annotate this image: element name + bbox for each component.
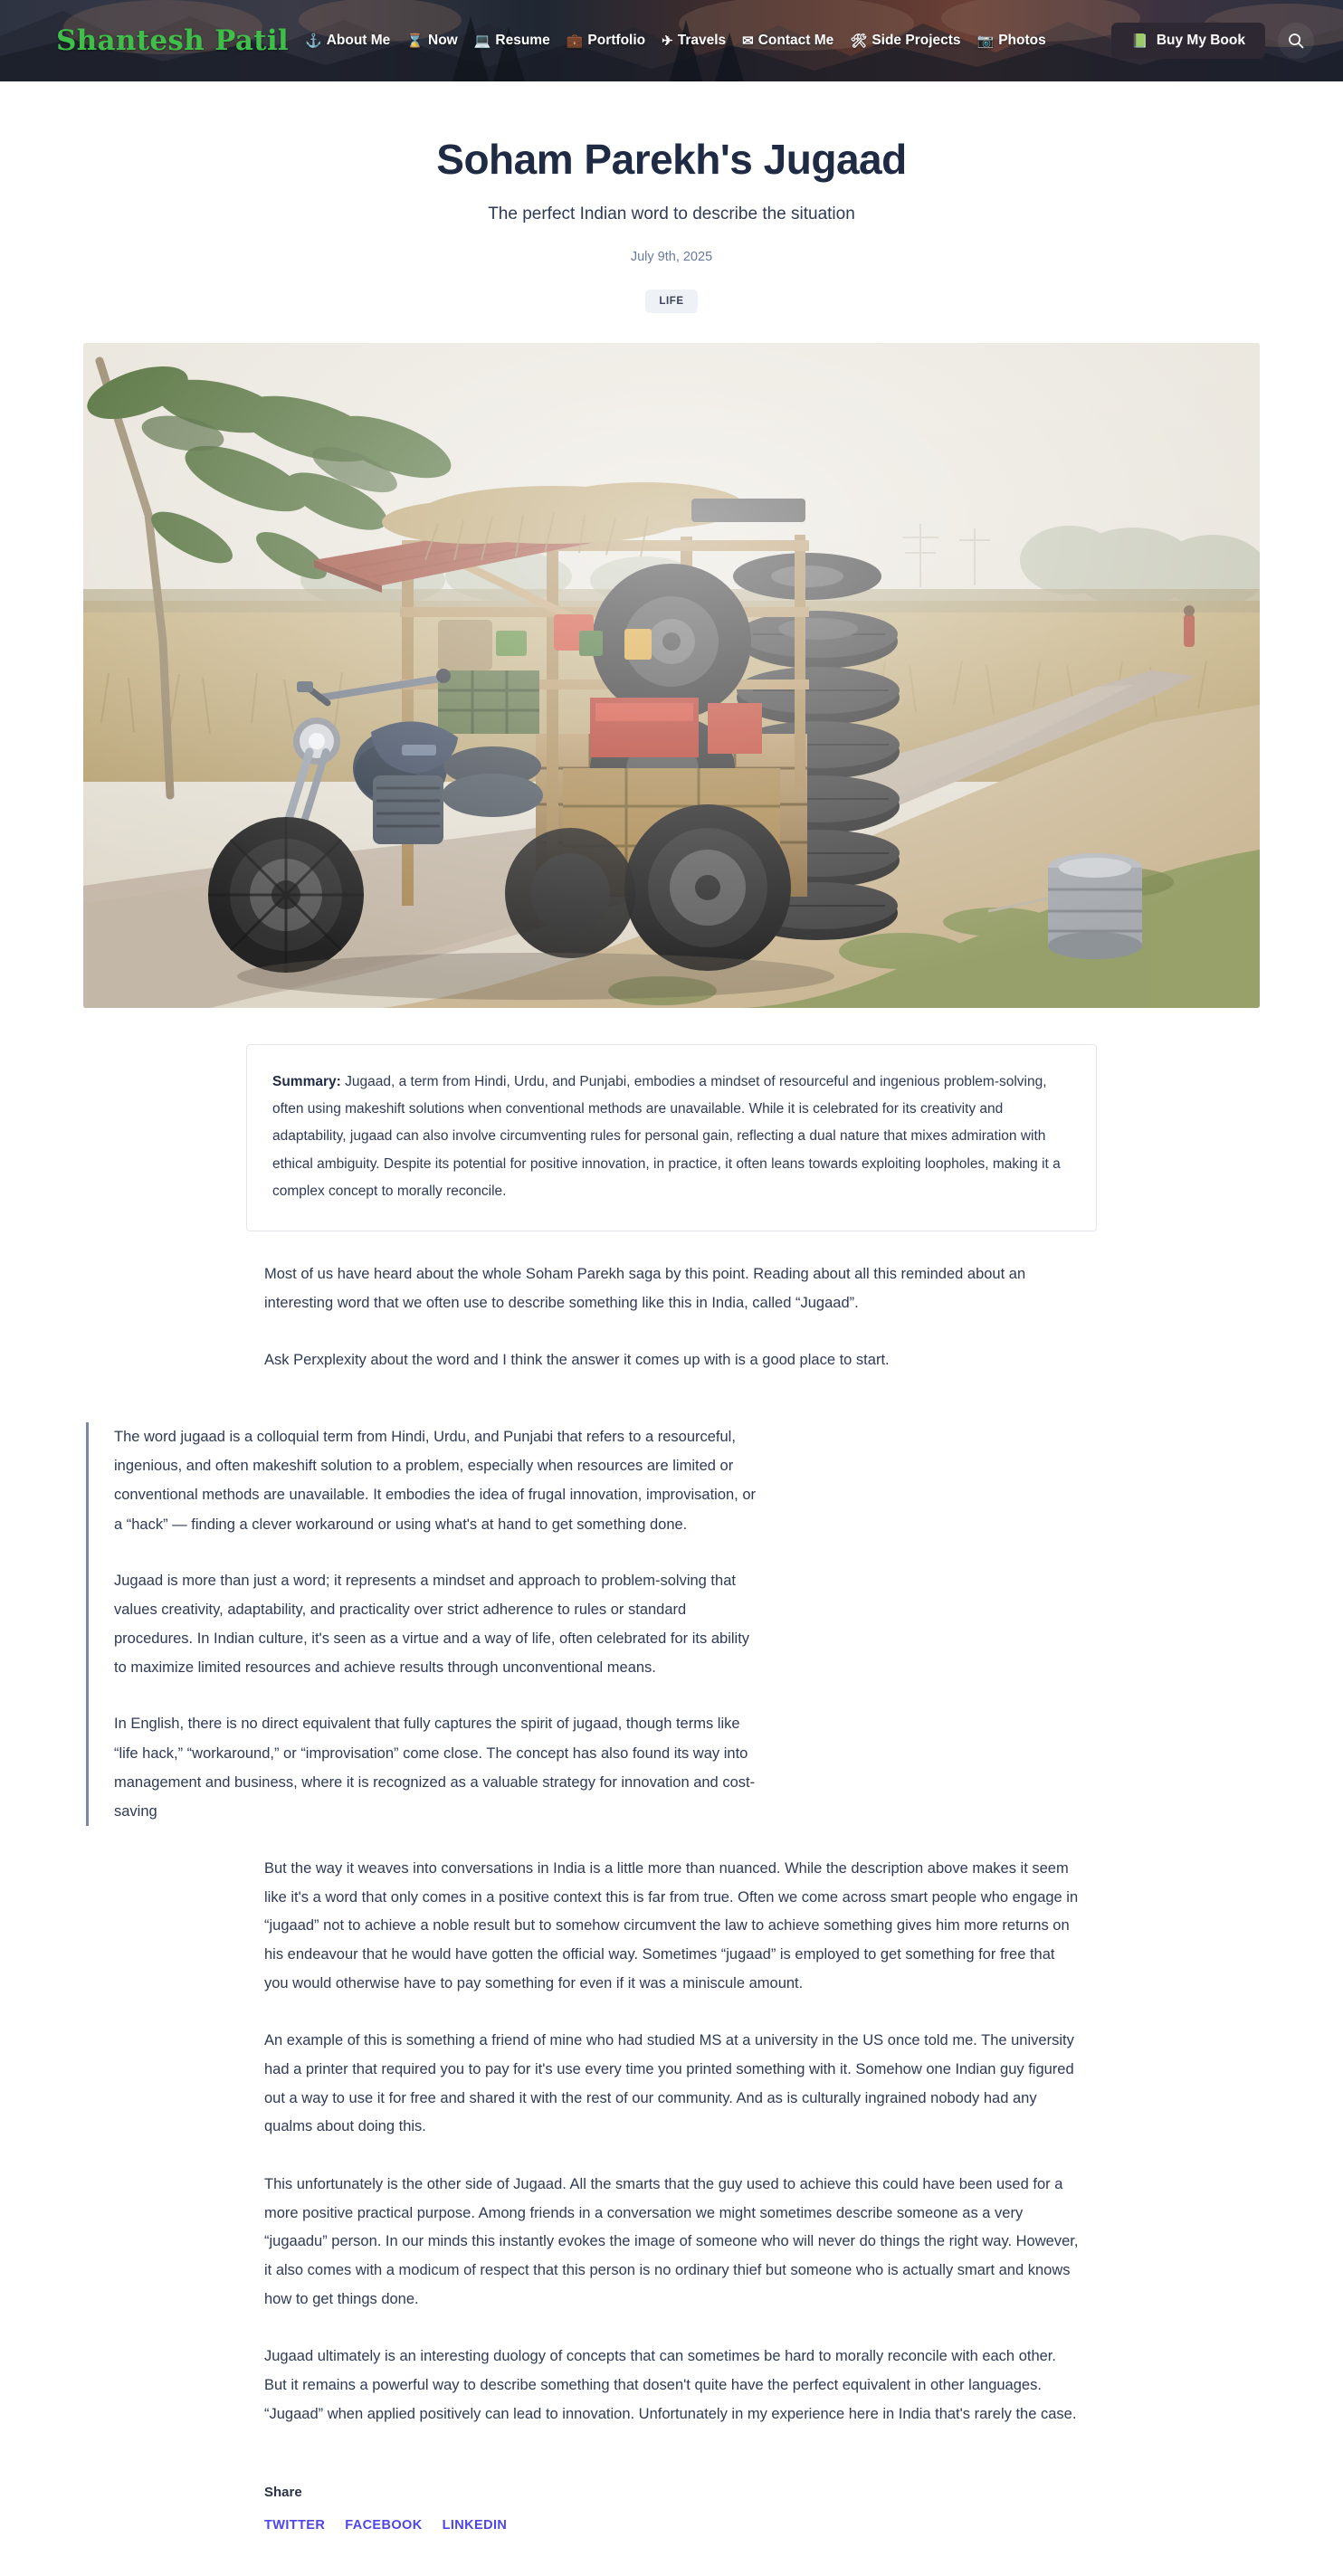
share-linkedin-link[interactable]: LINKEDIN xyxy=(442,2518,508,2533)
share-facebook-link[interactable]: FACEBOOK xyxy=(345,2518,423,2533)
nav-item-resume[interactable] xyxy=(474,33,550,49)
nav-label: Now xyxy=(428,33,458,48)
tools-icon: 🛠 xyxy=(850,33,868,49)
nav-item-now[interactable] xyxy=(406,33,457,49)
nav-label: Contact Me xyxy=(757,33,834,48)
summary-label: Summary: xyxy=(272,1073,341,1089)
green-book-icon: 📗 xyxy=(1131,33,1148,49)
blockquote xyxy=(86,1422,760,1826)
paragraph-5: This unfortunately is the other side of Jugaad. All the smarts that the guy used to achieve this could have been used for a more positive practical purpose. Among friends in a conversation we might sometimes describe someone as a very “jugaadu” person. In our minds this instantly evokes the image of someone who will never do things the right way. However, it also comes with a modicum of respect that this person is no ordinary thief but someone who is actually smart and knows how to get things done. xyxy=(264,2176,1079,2307)
nav-label: Photos xyxy=(998,33,1046,48)
anchor-icon: ⚓ xyxy=(305,33,322,49)
paragraph-2: Ask Perxplexity about the word and I think the answer it comes up with is a good place to start. xyxy=(264,1352,890,1369)
post-date: July 9th, 2025 xyxy=(630,249,713,264)
site-logo[interactable]: Shantesh Patil xyxy=(56,24,290,57)
article xyxy=(0,81,1343,2576)
search-icon xyxy=(1287,32,1305,50)
paragraph-4: An example of this is something a friend of mine who had studied MS at a university in the US once told me. The university had a printer that required you to pay for it's use every time you printed something with it. Somehow one Indian guy figured out a way to use it for free and shared it with the rest of our community. And as is culturally ingrained nobody had any qualms about doing this. xyxy=(264,2032,1074,2135)
airplane-icon: ✈ xyxy=(662,33,673,49)
nav-item-portfolio[interactable] xyxy=(567,33,645,49)
nav-item-travels[interactable] xyxy=(662,33,726,49)
nav-item-about-me[interactable] xyxy=(305,33,390,49)
buy-my-book-label: Buy My Book xyxy=(1156,33,1245,48)
quote-paragraph-2: Jugaad is more than just a word; it represents a mindset and approach to problem-solving that values creativity, adaptability, and practicality over strict adherence to rules or standard procedures. In Indian culture, it's seen as a virtue and a way of life, often celebrated for its ability to maximize limited resources and achieve results through unconventional means. xyxy=(114,1572,750,1677)
paragraph-1: Most of us have heard about the whole Soham Parekh saga by this point. Reading about all this reminded about an interesting word that we often use to describe something like this in India, called “Jugaad”. xyxy=(264,1265,1026,1311)
share-twitter-link[interactable]: TWITTER xyxy=(264,2518,326,2533)
nav-item-photos[interactable] xyxy=(977,33,1046,49)
tag-row xyxy=(0,290,1343,313)
nav-label: About Me xyxy=(326,33,391,48)
nav-label: Travels xyxy=(677,33,727,48)
header-inner xyxy=(0,0,1343,81)
paragraph-6: Jugaad ultimately is an interesting duology of concepts that can sometimes be hard to morally reconcile with each other. But it remains a powerful way to describe something that dosen't quite have the perfect equivalent in other languages. “Jugaad” when applied positively can lead to innovation. Unfortunately in my experience here in India that's rarely the case. xyxy=(264,2348,1077,2422)
share-section xyxy=(264,2485,1079,2533)
buy-my-book-button[interactable] xyxy=(1111,23,1265,59)
summary-box xyxy=(246,1044,1097,1231)
briefcase-icon: 💼 xyxy=(566,33,584,49)
quote-paragraph-1: The word jugaad is a colloquial term from Hindi, Urdu, and Punjabi that refers to a resourceful, ingenious, and often makeshift solution to a problem, especially when resources are limited or conventional methods are unavailable. It embodies the idea of frugal innovation, improvisation, or a “hack” — finding a clever workaround or using what's at hand to get something done. xyxy=(114,1429,757,1533)
share-links xyxy=(264,2518,1079,2533)
page-title: Soham Parekh's Jugaad xyxy=(436,136,907,183)
post-body-continued xyxy=(264,1855,1079,2533)
post-body xyxy=(264,1260,1079,1375)
hourglass-icon: ⌛ xyxy=(406,33,424,49)
nav-label: Resume xyxy=(495,33,550,48)
share-label: Share xyxy=(264,2485,302,2501)
camera-icon: 📷 xyxy=(976,33,995,49)
hero-image-wrapper xyxy=(0,343,1343,1008)
nav-label: Side Projects xyxy=(872,33,961,48)
laptop-icon: 💻 xyxy=(473,33,491,49)
paragraph-3: But the way it weaves into conversations in India is a little more than nuanced. While the description above makes it seem like it's a word that only comes in a positive context this is far from true. Often we come across smart people who engage in “jugaad” not to achieve a noble result but to somehow circumvent the law to achieve something gives him more returns on his endeavour that he would have gotten the official way. Sometimes “jugaad” is employed to get something for free that you would otherwise have to pay something for even if it was a miniscule amount. xyxy=(264,1860,1079,1991)
nav-label: Portfolio xyxy=(587,33,646,48)
hero-image xyxy=(83,343,1260,1008)
envelope-icon: ✉ xyxy=(742,33,754,49)
header-actions xyxy=(1111,23,1314,59)
nav-item-contact-me[interactable] xyxy=(742,33,833,49)
nav-item-side-projects[interactable] xyxy=(850,33,960,49)
search-button[interactable] xyxy=(1278,23,1314,59)
site-header xyxy=(0,0,1343,81)
summary-body: Jugaad, a term from Hindi, Urdu, and Punjabi, embodies a mindset of resourceful and ingenious problem-solving, often using makeshift solutions when conventional methods are unavailable. While it is celebrated for its creativity and adaptability, jugaad can also involve circumventing rules for personal gain, reflecting a dual nature that mixes admiration with ethical ambiguity. Despite its potential for positive innovation, in practice, it often leans towards exploiting loopholes, making it a complex concept to morally reconcile. xyxy=(272,1073,1061,1199)
bottom-spacer xyxy=(0,2533,1343,2576)
main-navigation xyxy=(305,33,1111,49)
category-tag[interactable]: LIFE xyxy=(645,290,697,313)
post-subtitle: The perfect Indian word to describe the situation xyxy=(488,204,855,223)
quote-paragraph-3: In English, there is no direct equivalent that fully captures the spirit of jugaad, though terms like “life hack,” “workaround,” or “improvisation” come close. The concept has also found its way into management and business, where it is recognized as a valuable strategy for innovation and cost-saving xyxy=(114,1716,756,1820)
summary-text xyxy=(272,1069,1071,1205)
